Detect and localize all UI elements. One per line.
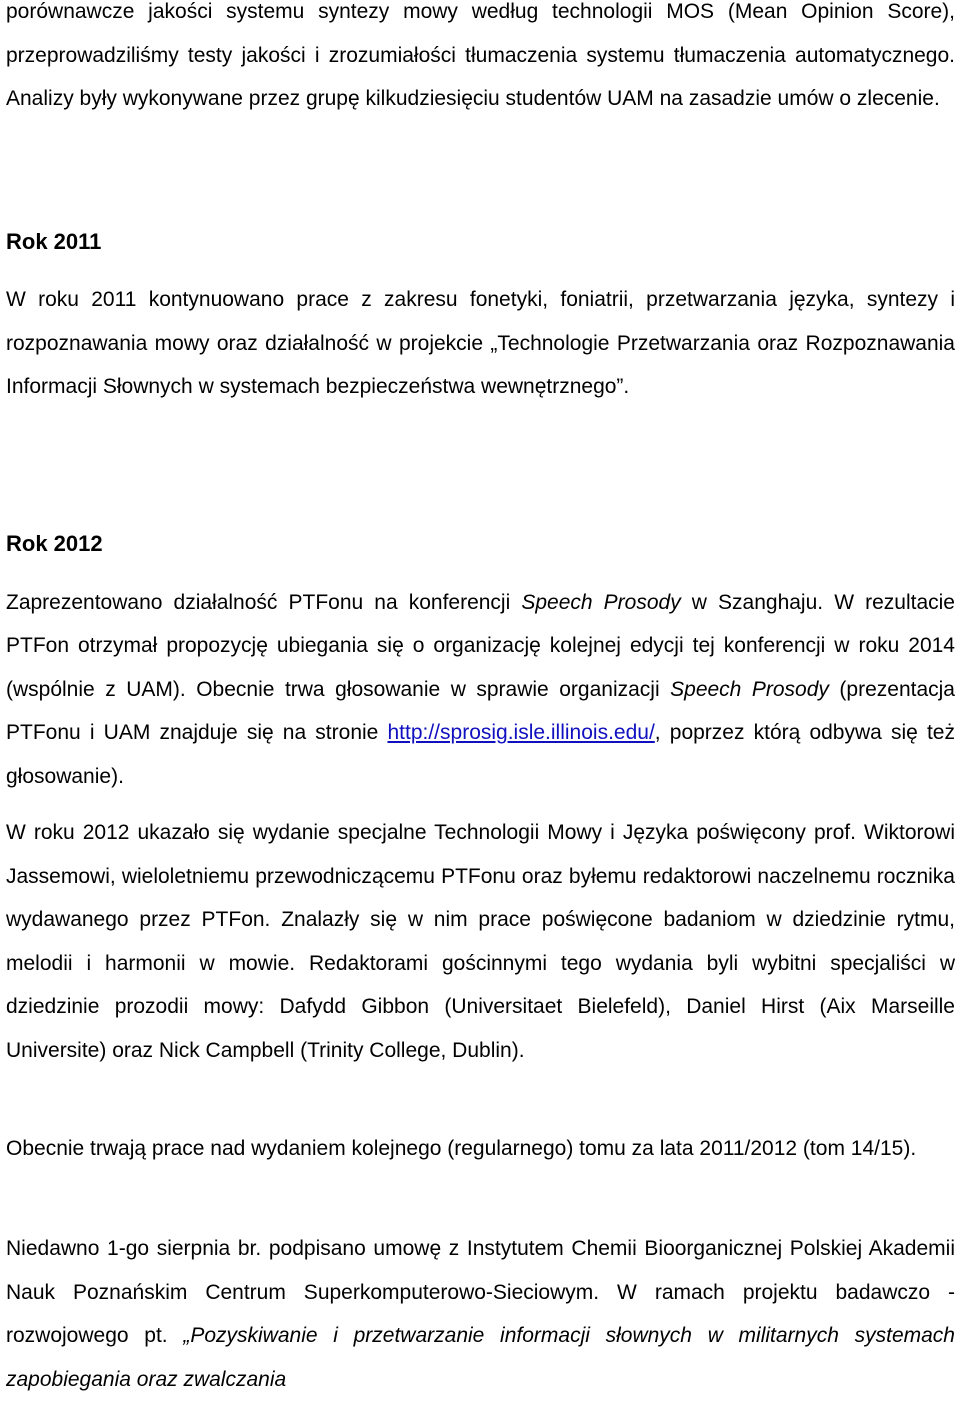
text-segment: Niedawno 1-go sierpnia br. podpisano umowę z Instytutem Chemii Bioorganicznej Polskiej Akademii Nauk Poznańskim Centrum Superkomputerowo-Sieciowym. W ramach projektu badawczo - rozwojowego pt. (6, 1237, 955, 1348)
text-segment: , poprzez którą odbywa się też głosowanie). (6, 721, 955, 788)
paragraph-2012-next-volume: Obecnie trwają prace nad wydaniem kolejnego (regularnego) tomu za lata 2011/2012 (tom 14/15). (6, 1137, 917, 1160)
paragraph-2012-special-edition: W roku 2012 ukazało się wydanie specjalne Technologii Mowy i Języka poświęcony prof. Wiktorowi Jassemowi, wieloletniemu przewodniczącemu PTFonu oraz byłemu redaktorowi naczelnemu rocznika wydawanego przez PTFon. Znalazły się w nim prace poświęcone badaniom w dziedzinie rytmu, melodii i harmonii w mowie. Redaktorami gościnnymi tego wydania byli wybitni specjaliści w dziedzinie prozodii mowy: Dafydd Gibbon (Universitaet Bielefeld), Daniel Hirst (Aix Marseille Universite) oraz Nick Campbell (Trinity College, Dublin). (6, 821, 955, 1062)
paragraph-2012-conference (6, 581, 955, 798)
paragraph-2012-agreement (6, 1227, 955, 1401)
italic-speech-prosody: Speech Prosody (670, 677, 829, 701)
heading-rok-2011: Rok 2011 (6, 229, 102, 254)
italic-speech-prosody: Speech Prosody (521, 591, 681, 614)
heading-rok-2012: Rok 2012 (6, 531, 103, 556)
text-segment: (prezentacja PTFonu i UAM znajduje się na stronie (6, 677, 955, 745)
intro-paragraph: porównawcze jakości systemu syntezy mowy według technologii MOS (Mean Opinion Score), przeprowadziliśmy testy jakości i zrozumiałości tłumaczenia systemu tłumaczenia automatycznego. Analizy były wykonywane przez grupę kilkudziesięciu studentów UAM na zasadzie umów o zlecenie. (6, 0, 955, 111)
text-segment: w Szanghaju. W rezultacie PTFon otrzymał propozycję ubiegania się o organizację kolejnej edycji tej konferencji w roku 2014 (wspólnie z UAM). Obecnie trwa głosowanie w sprawie organizacji (6, 591, 955, 701)
italic-project-title: „Pozyskiwanie i przetwarzanie informacji słownych w militarnych systemach zapobiegania oraz zwalczania (6, 1324, 955, 1391)
paragraph-2011: W roku 2011 kontynuowano prace z zakresu fonetyki, foniatrii, przetwarzania języka, syntezy i rozpoznawania mowy oraz działalność w projekcie „Technologie Przetwarzania oraz Rozpoznawania Informacji Słownych w systemach bezpieczeństwa wewnętrznego”. (6, 288, 955, 399)
text-segment: Zaprezentowano działalność PTFonu na konferencji (6, 591, 522, 614)
sprosig-link[interactable]: http://sprosig.isle.illinois.edu/ (387, 721, 655, 745)
